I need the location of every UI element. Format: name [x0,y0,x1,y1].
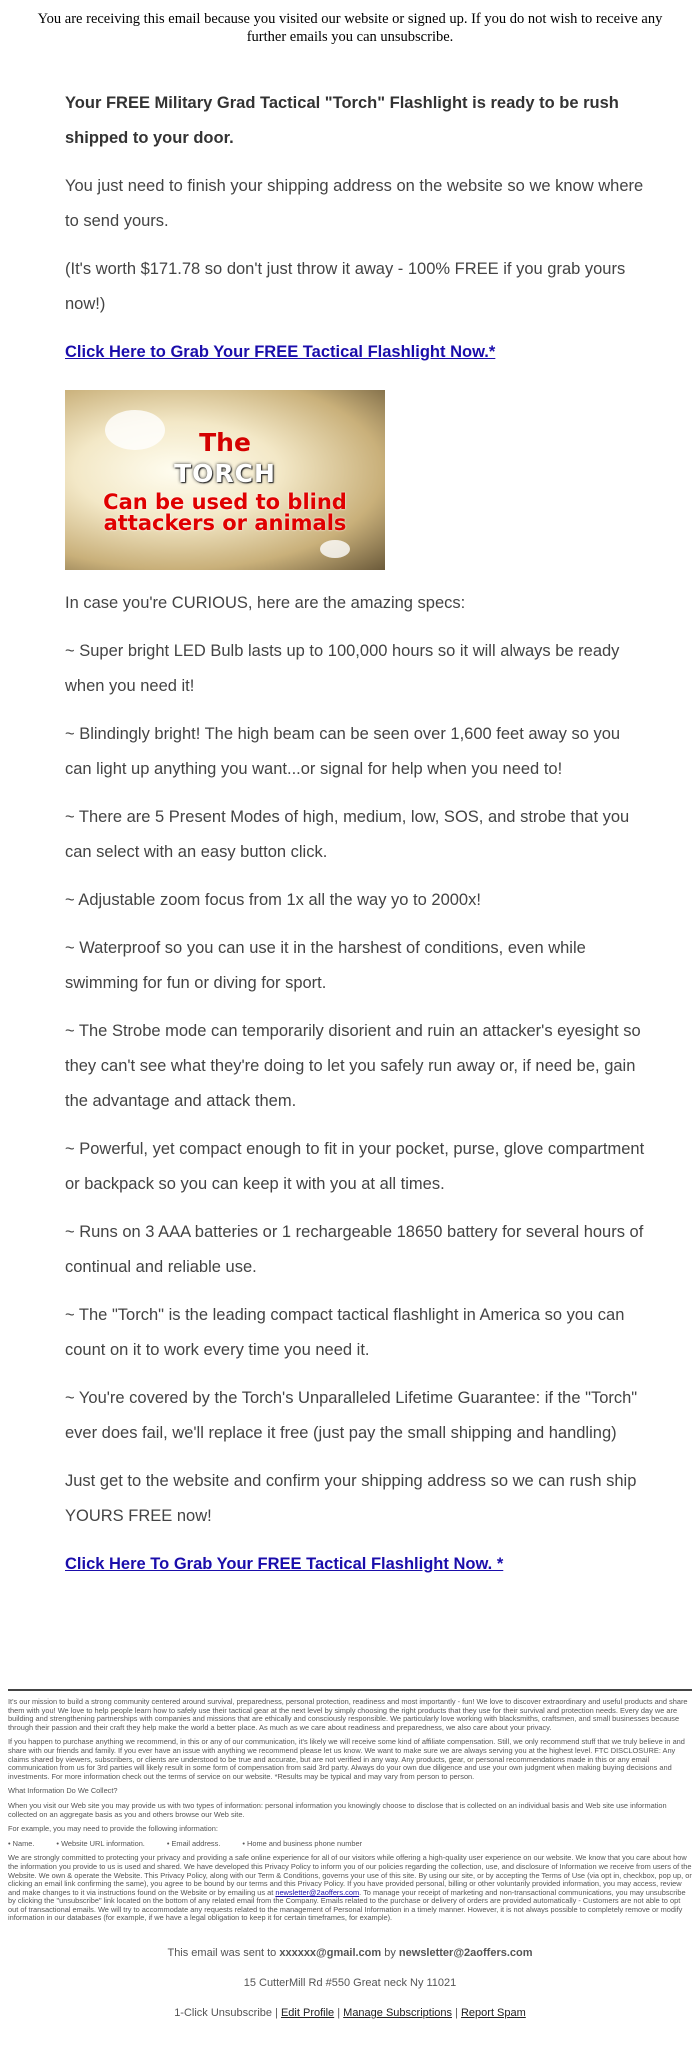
banner-tagline [65,492,385,534]
list-item: • Home and business phone number [242,1838,363,1848]
collect-heading: What Information Do We Collect? [8,1786,118,1796]
spec-item: ~ Waterproof so you can use it in the harshest of conditions, even while swimming for fun or diving for sport. [65,939,586,992]
edit-profile-link[interactable]: Edit Profile [280,2007,335,2019]
spec-item: ~ Adjustable zoom focus from 1x all the way yo to 2000x! [65,891,481,909]
intro-text: You just need to finish your shipping address on the website so we know where to send yours. [65,177,644,230]
torch-banner-image[interactable] [65,390,385,570]
sent-prefix: This email was sent to [167,1947,280,1959]
banner-tagline-line2: attackers or animals [103,511,347,535]
headline: Your FREE Military Grad Tactical "Torch" Flashlight is ready to be rush shipped to your door. [65,94,619,147]
recipient-email: xxxxxx@gmail.com [279,1947,382,1959]
privacy-text-end: . To manage your receipt of marketing and non-transactional communications, you may unsubscribe by clicking the "unsubscribe" link located on the bottom of any related email from the Company. Emails related to the purchase or delivery of orders are provided automatically - Customers are not able to opt out of transactional emails. We will try to accommodate any requests related to the management of Personal Information in a timely manner. However, it is not always possible to completely remove or modify information in our databases (for example, if we have a legal obligation to keep it for certain timeframes, for example). [8,1887,686,1923]
divider [8,1689,692,1691]
spec-item: ~ Super bright LED Bulb lasts up to 100,000 hours so it will always be ready when you need it! [65,642,620,695]
spec-item: ~ Powerful, yet compact enough to fit in your pocket, purse, glove compartment or backpack so you can keep it with you at all times. [65,1140,645,1193]
privacy-paragraph [8,1854,692,1923]
specs-intro: In case you're CURIOUS, here are the amazing specs: [65,594,466,612]
newsletter-email-link[interactable]: newsletter@2aoffers.com [275,1887,360,1897]
separator: | [334,2007,344,2019]
collect-paragraph: When you visit our Web site you may provide us with two types of information: personal information you knowingly choose to disclose that is collected on an individual basis and Web site use information collected on an aggregate basis as you and others browse our Web site. [8,1800,667,1819]
sender-email: newsletter@2aoffers.com [398,1947,533,1959]
mailing-address: 15 CutterMill Rd #550 Great neck Ny 11021 [243,1977,457,1989]
disclosure-paragraph: If you happen to purchase anything we recommend, in this or any of our communication, it's likely we will receive some kind of affiliate compensation. Still, we only recommend stuff that we truly believe in and share with our friends and family. If you ever have an issue with anything we recommend please let us know. We want to make sure we are always serving you at the highest level. FTC DISCLOSURE: Any claims shared by viewers, subscribers, or clients are understood to be true and accurate, but are not verified in any way. Any products, gear, or personal recommendations made in this or any email communication from us for 3rd parties will likely result in some form of compensation from said 3rd party. Always do your own due diligence and use your own judgment when making buying decisions and investments. For more information check out the terms of service on our website. *Results may be typical and may vary from person to person. [8,1737,685,1781]
privacy-text: We are strongly committed to protecting your privacy and providing a safe online experience for all of our visitors while offering a high-quality user experience on our website. We know that you care about how the information you provide to us is used and shared. We have developed this Privacy Policy to inform you of our policies regarding the collection, use, and disclosure of Information we receive from users of the Website. We own & operate the Website. This Privacy Policy, along with our Term & Conditions, governs your use of this site. By using our site, or by accepting the Terms of Use (via opt in, checkbox, pop up, or clicking an email link confirming the same), you agree to be bound by our terms and this Privacy Policy. If you have provided personal, billing or other voluntarily provided information, you may access, review and make changes to it via instructions found on the Website or by emailing us at [8,1853,692,1897]
banner-tagline-line1: Can be used to blind [103,490,347,514]
spec-item: ~ Runs on 3 AAA batteries or 1 rechargeable 18650 battery for several hours of continual and reliable use. [65,1223,644,1276]
light-flare [320,540,350,558]
separator: | [452,2007,461,2019]
manage-subscriptions-link[interactable]: Manage Subscriptions [343,2007,452,2019]
banner-torch-logo: TORCH [174,459,276,488]
sent-to-line [0,1946,700,1960]
cta-link-bottom[interactable]: Click Here To Grab Your FREE Tactical Flashlight Now. * [65,1555,504,1573]
cta-link-top[interactable]: Click Here to Grab Your FREE Tactical Flashlight Now.* [65,343,496,361]
report-spam-link[interactable]: Report Spam [460,2007,526,2019]
spec-item: ~ Blindingly bright! The high beam can be seen over 1,600 feet away so you can light up anything you want...or signal for help when you need to! [65,725,621,778]
email-footer [0,1946,700,2020]
unsubscribe-link[interactable]: 1-Click Unsubscribe | [174,2007,281,2019]
footer-links [0,2006,700,2020]
spec-item: ~ You're covered by the Torch's Unparalleled Lifetime Guarantee: if the "Torch" ever does fail, we'll replace it free (just pay the small shipping and handling) [65,1389,638,1442]
banner-the: The [199,428,251,457]
email-body [65,86,645,1582]
worth-text: (It's worth $171.78 so don't just throw it away - 100% FREE if you grab yours now!) [65,260,626,313]
example-paragraph: For example, you may need to provide the following information: [8,1824,218,1834]
legal-section [8,1698,692,1929]
mission-paragraph: It's our mission to build a strong community centered around survival, preparedness, personal protection, readiness and most importantly - fun! We love to discover extraordinary and useful products and share them with you! We love to help people learn how to safely use their tactical gear at the next level by simply choosing the right products that they use for their survival and protection needs. Every day we are building and strengthening partnerships with companies and missions that are ethically and consciously responsible. We particularly love working with blacksmiths, craftsmen, and small businesses because through their passion and their craft they help make the world a better place. As much as we care about readiness and preparedness, we also care about your privacy. [8,1697,688,1732]
list-item: • Name. [8,1838,35,1848]
info-list [8,1840,692,1849]
list-item: • Website URL information. [56,1838,145,1848]
spec-item: ~ The "Torch" is the leading compact tactical flashlight in America so you can count on it to work every time you need it. [65,1306,625,1359]
spec-item: ~ There are 5 Present Modes of high, medium, low, SOS, and strobe that you can select with an easy button click. [65,808,630,861]
list-item: • Email address. [166,1838,221,1848]
unsubscribe-notice: You are receiving this email because you visited our website or signed up. If you do not wish to receive any further emails you can unsubscribe. [37,11,663,45]
spec-item: ~ The Strobe mode can temporarily disorient and ruin an attacker's eyesight so they can't see what they're doing to let you safely run away or, if need be, gain the advantage and attack them. [65,1022,641,1110]
sent-by: by [381,1947,399,1959]
closing-text: Just get to the website and confirm your shipping address so we can rush ship YOURS FREE now! [65,1472,637,1525]
